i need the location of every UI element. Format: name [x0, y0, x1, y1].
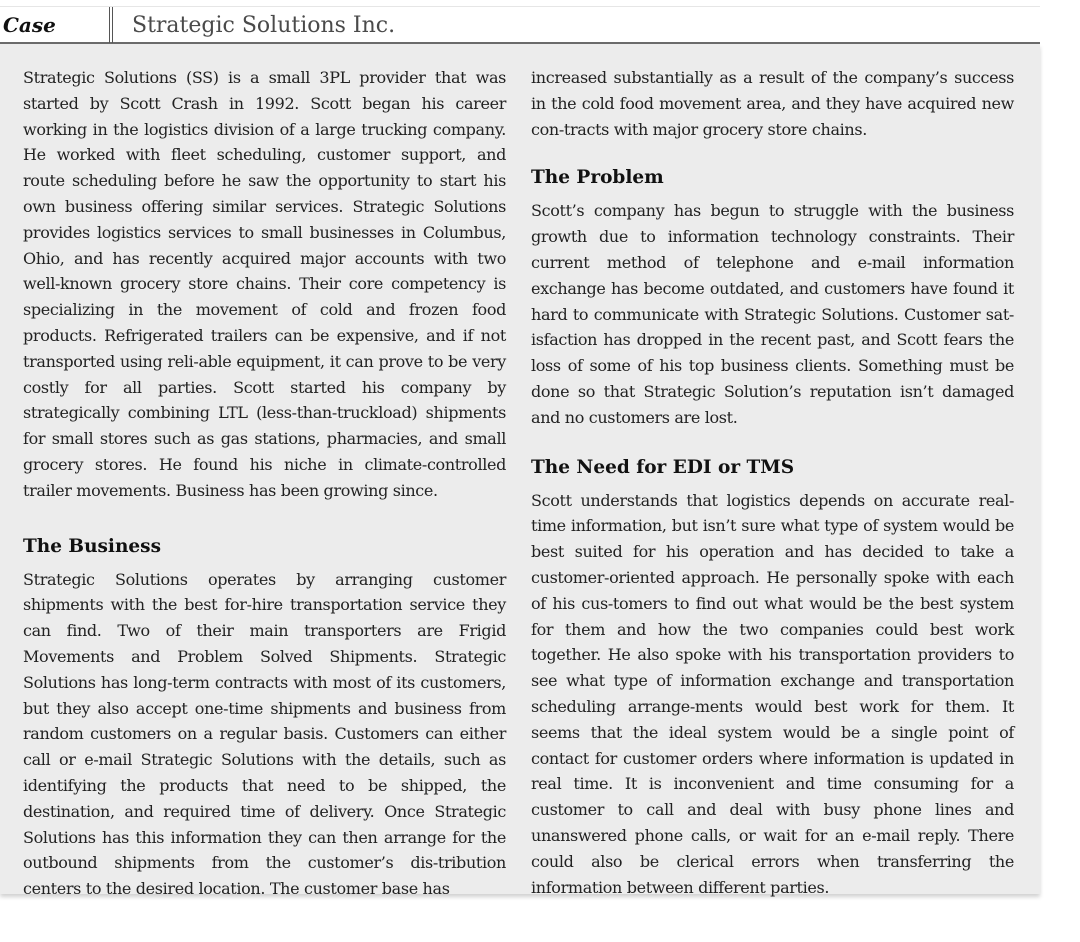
continuation-paragraph: increased substantially as a result of the company’s success in the cold food movement area, and they have acquired new con-tracts with major grocery store chains. — [531, 68, 1014, 139]
business-paragraph: Strategic Solutions operates by arranging customer shipments with the best for-hire transportation service they can find. Two of their main transporters are Frigid Movements and Problem Solved Shipments. Strategic Solutions has long-term contracts with most of its customers, but they also accept one-time shipments and business from random customers on a regular basis. Customers can either call or e-mail Strategic Solutions with the details, such as identifying the products that need to be shipped, the destination, and required time of delivery. Once Strategic Solutions has this information they can then arrange for the outbound shipments from the customer’s dis-tribution centers to the desired location. The customer base has — [23, 569, 506, 899]
need-paragraph: Scott understands that logistics depends on accurate real-time information, but isn’t sure what type of system would be best suited for his operation and has decided to take a customer-oriented approach. He personally spoke with each of his cus-tomers to find out what would be the best system for them and how the two companies could best work together. He also spoke with his transportation providers to see what type of information exchange and transportation scheduling arrange-ments would best work for them. It seems that the ideal system would be a single point of contact for customer orders where information is updated in real time. It is inconvenient and time consuming for a customer to call and deal with busy phone lines and unanswered phone calls, or wait for an e-mail reply. There could also be clerical errors when transferring the information between different parties. — [531, 490, 1014, 897]
need-heading: The Need for EDI or TMS — [531, 456, 795, 478]
case-study-title: Strategic Solutions Inc. — [132, 13, 396, 38]
intro-paragraph: Strategic Solutions (SS) is a small 3PL provider that was started by Scott Crash in 1992. Scott began his career working in the logistics division of a large trucking company. He worked with fleet scheduling, customer support, and route scheduling before he saw the opportunity to start his own business offering similar services. Strategic Solutions provides logistics services to small businesses in Columbus, Ohio, and has recently acquired major accounts with two well-known grocery store chains. Their core competency is specializing in the movement of cold and frozen food products. Refrigerated trailers can be expensive, and if not transported using reli-able equipment, it can prove to be very costly for all parties. Scott started his company by strategically combining LTL (less-than-truckload) shipments for small stores such as gas stations, pharmacies, and small grocery stores. He found his niche in climate-controlled trailer movements. Business has been growing since. — [23, 68, 506, 500]
case-study-body — [0, 44, 1040, 899]
left-column — [23, 65, 506, 902]
case-study-label: Case — [0, 7, 113, 43]
problem-heading: The Problem — [531, 167, 664, 189]
right-column — [531, 65, 1014, 900]
problem-paragraph: Scott’s company has begun to struggle with the business growth due to information technology constraints. Their current method of telephone and e-mail information exchange has become outdated, and customers have found it hard to communicate with Strategic Solutions. Customer sat-isfaction has dropped in the recent past, and Scott fears the loss of some of his top business clients. Something must be done so that Strategic Solution’s reputation isn’t damaged and no customers are lost. — [531, 201, 1014, 427]
business-heading: The Business — [23, 535, 162, 557]
case-study-header — [0, 6, 1040, 44]
